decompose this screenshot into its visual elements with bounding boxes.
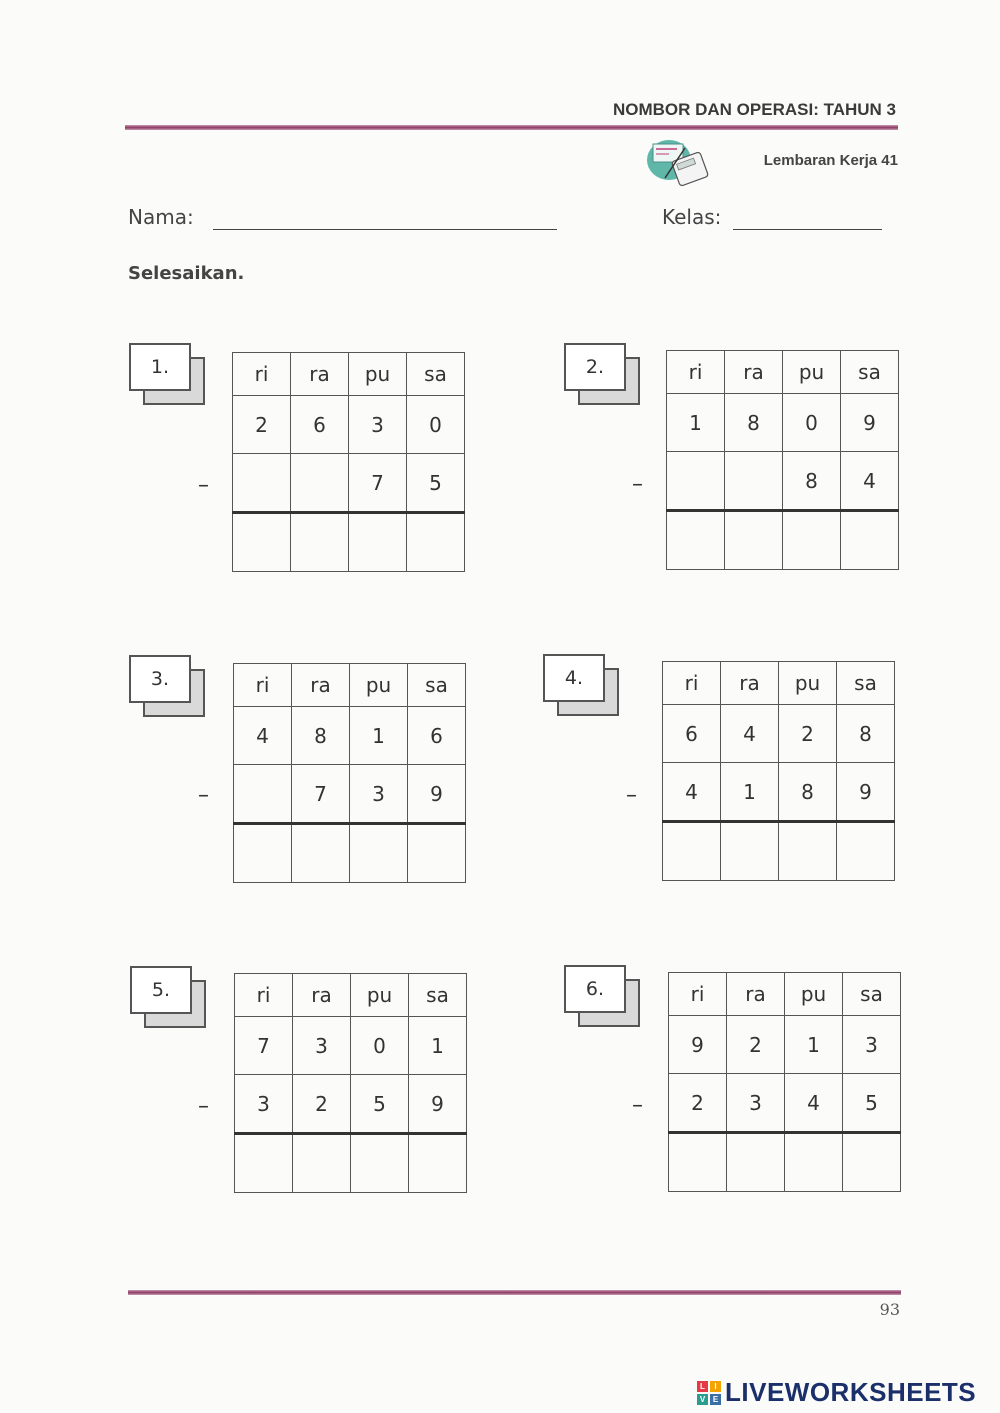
subtrahend-digit: 8 (783, 452, 841, 511)
column-header-hundreds: ra (727, 973, 785, 1016)
subtrahend-digit: 8 (779, 763, 837, 822)
column-header-thousands: ri (669, 973, 727, 1016)
column-header-hundreds: ra (293, 974, 351, 1017)
subtraction-grid (668, 972, 901, 1192)
answer-cell[interactable] (669, 1133, 727, 1192)
answer-cell[interactable] (291, 513, 349, 572)
minuend-digit: 3 (843, 1016, 901, 1074)
minuend-digit: 0 (351, 1017, 409, 1075)
question-number-badge: 4. (543, 654, 631, 718)
question-number-badge: 1. (129, 343, 217, 407)
name-input-line[interactable] (213, 229, 557, 230)
column-header-ones: sa (409, 974, 467, 1017)
answer-cell[interactable] (725, 511, 783, 570)
subtrahend-digit: 5 (351, 1075, 409, 1134)
column-header-tens: pu (351, 974, 409, 1017)
minuend-digit: 6 (291, 396, 349, 454)
column-header-ones: sa (841, 351, 899, 394)
subtraction-grid (234, 973, 467, 1193)
answer-cell[interactable] (783, 511, 841, 570)
answer-cell[interactable] (409, 1134, 467, 1193)
subtrahend-digit: 9 (408, 765, 466, 824)
column-header-ones: sa (837, 662, 895, 705)
answer-cell[interactable] (408, 824, 466, 883)
column-header-thousands: ri (235, 974, 293, 1017)
minuend-digit: 1 (785, 1016, 843, 1074)
minuend-digit: 8 (837, 705, 895, 763)
minuend-digit: 7 (235, 1017, 293, 1075)
answer-cell[interactable] (350, 824, 408, 883)
answer-cell[interactable] (233, 513, 291, 572)
answer-cell[interactable] (837, 822, 895, 881)
minuend-digit: 3 (293, 1017, 351, 1075)
subtraction-grid (233, 663, 466, 883)
minuend-digit: 2 (779, 705, 837, 763)
subtrahend-digit (291, 454, 349, 513)
footer-rule (128, 1290, 901, 1295)
minuend-digit: 2 (233, 396, 291, 454)
subtrahend-digit (233, 454, 291, 513)
subtrahend-digit: 7 (349, 454, 407, 513)
column-header-tens: pu (779, 662, 837, 705)
class-label: Kelas: (662, 205, 722, 229)
subtrahend-digit: 3 (727, 1074, 785, 1133)
answer-cell[interactable] (349, 513, 407, 572)
subtrahend-digit: 7 (292, 765, 350, 824)
liveworksheets-logo[interactable] (697, 1377, 976, 1408)
answer-cell[interactable] (293, 1134, 351, 1193)
minuend-digit: 1 (667, 394, 725, 452)
minuend-digit: 1 (350, 707, 408, 765)
column-header-thousands: ri (667, 351, 725, 394)
subtrahend-digit: 9 (409, 1075, 467, 1134)
subtrahend-digit: 1 (721, 763, 779, 822)
minuend-digit: 6 (663, 705, 721, 763)
header-rule (125, 125, 898, 130)
answer-cell[interactable] (663, 822, 721, 881)
minuend-digit: 9 (669, 1016, 727, 1074)
minuend-digit: 3 (349, 396, 407, 454)
subtrahend-digit (725, 452, 783, 511)
question-number-badge: 3. (129, 655, 217, 719)
name-label: Nama: (128, 205, 194, 229)
subtraction-grid (662, 661, 895, 881)
question-number-badge: 6. (564, 965, 652, 1029)
subtrahend-digit: 3 (350, 765, 408, 824)
answer-cell[interactable] (721, 822, 779, 881)
column-header-hundreds: ra (725, 351, 783, 394)
minuend-digit: 2 (727, 1016, 785, 1074)
column-header-tens: pu (785, 973, 843, 1016)
answer-cell[interactable] (292, 824, 350, 883)
column-header-thousands: ri (233, 353, 291, 396)
column-header-tens: pu (350, 664, 408, 707)
column-header-hundreds: ra (292, 664, 350, 707)
minus-sign: – (198, 783, 209, 808)
instruction: Selesaikan. (128, 263, 245, 284)
subtrahend-digit (667, 452, 725, 511)
minus-sign: – (198, 473, 209, 498)
minuend-digit: 0 (783, 394, 841, 452)
minuend-digit: 4 (234, 707, 292, 765)
minuend-digit: 0 (407, 396, 465, 454)
worksheet-label: Lembaran Kerja 41 (763, 152, 898, 169)
minus-sign: – (198, 1094, 209, 1119)
answer-cell[interactable] (779, 822, 837, 881)
answer-cell[interactable] (785, 1133, 843, 1192)
answer-cell[interactable] (841, 511, 899, 570)
column-header-tens: pu (783, 351, 841, 394)
column-header-hundreds: ra (721, 662, 779, 705)
question-number-badge: 5. (130, 966, 218, 1030)
column-header-ones: sa (407, 353, 465, 396)
subtrahend-digit: 2 (669, 1074, 727, 1133)
subtrahend-digit: 4 (785, 1074, 843, 1133)
subtrahend-digit: 4 (663, 763, 721, 822)
answer-cell[interactable] (843, 1133, 901, 1192)
column-header-thousands: ri (234, 664, 292, 707)
class-input-line[interactable] (733, 229, 882, 230)
answer-cell[interactable] (727, 1133, 785, 1192)
question-number-badge: 2. (564, 343, 652, 407)
minuend-digit: 4 (721, 705, 779, 763)
answer-cell[interactable] (407, 513, 465, 572)
calculator-note-icon (645, 138, 715, 190)
column-header-ones: sa (843, 973, 901, 1016)
answer-cell[interactable] (351, 1134, 409, 1193)
brand-text: LIVEWORKSHEETS (725, 1377, 977, 1407)
minus-sign: – (632, 472, 643, 497)
answer-cell[interactable] (234, 824, 292, 883)
subtrahend-digit: 9 (837, 763, 895, 822)
minuend-digit: 8 (725, 394, 783, 452)
subtrahend-digit: 5 (843, 1074, 901, 1133)
subtrahend-digit: 4 (841, 452, 899, 511)
header-title: NOMBOR DAN OPERASI: TAHUN 3 (612, 100, 896, 119)
minuend-digit: 1 (409, 1017, 467, 1075)
page-number: 93 (879, 1300, 900, 1319)
answer-cell[interactable] (235, 1134, 293, 1193)
subtrahend-digit: 2 (293, 1075, 351, 1134)
subtrahend-digit: 5 (407, 454, 465, 513)
minuend-digit: 8 (292, 707, 350, 765)
minuend-digit: 9 (841, 394, 899, 452)
column-header-ones: sa (408, 664, 466, 707)
brand-mark-icon: L I V E (697, 1381, 721, 1405)
column-header-tens: pu (349, 353, 407, 396)
subtraction-grid (232, 352, 465, 572)
minus-sign: – (626, 783, 637, 808)
column-header-thousands: ri (663, 662, 721, 705)
subtrahend-digit (234, 765, 292, 824)
subtraction-grid (666, 350, 899, 570)
subtrahend-digit: 3 (235, 1075, 293, 1134)
minus-sign: – (632, 1093, 643, 1118)
minuend-digit: 6 (408, 707, 466, 765)
column-header-hundreds: ra (291, 353, 349, 396)
answer-cell[interactable] (667, 511, 725, 570)
